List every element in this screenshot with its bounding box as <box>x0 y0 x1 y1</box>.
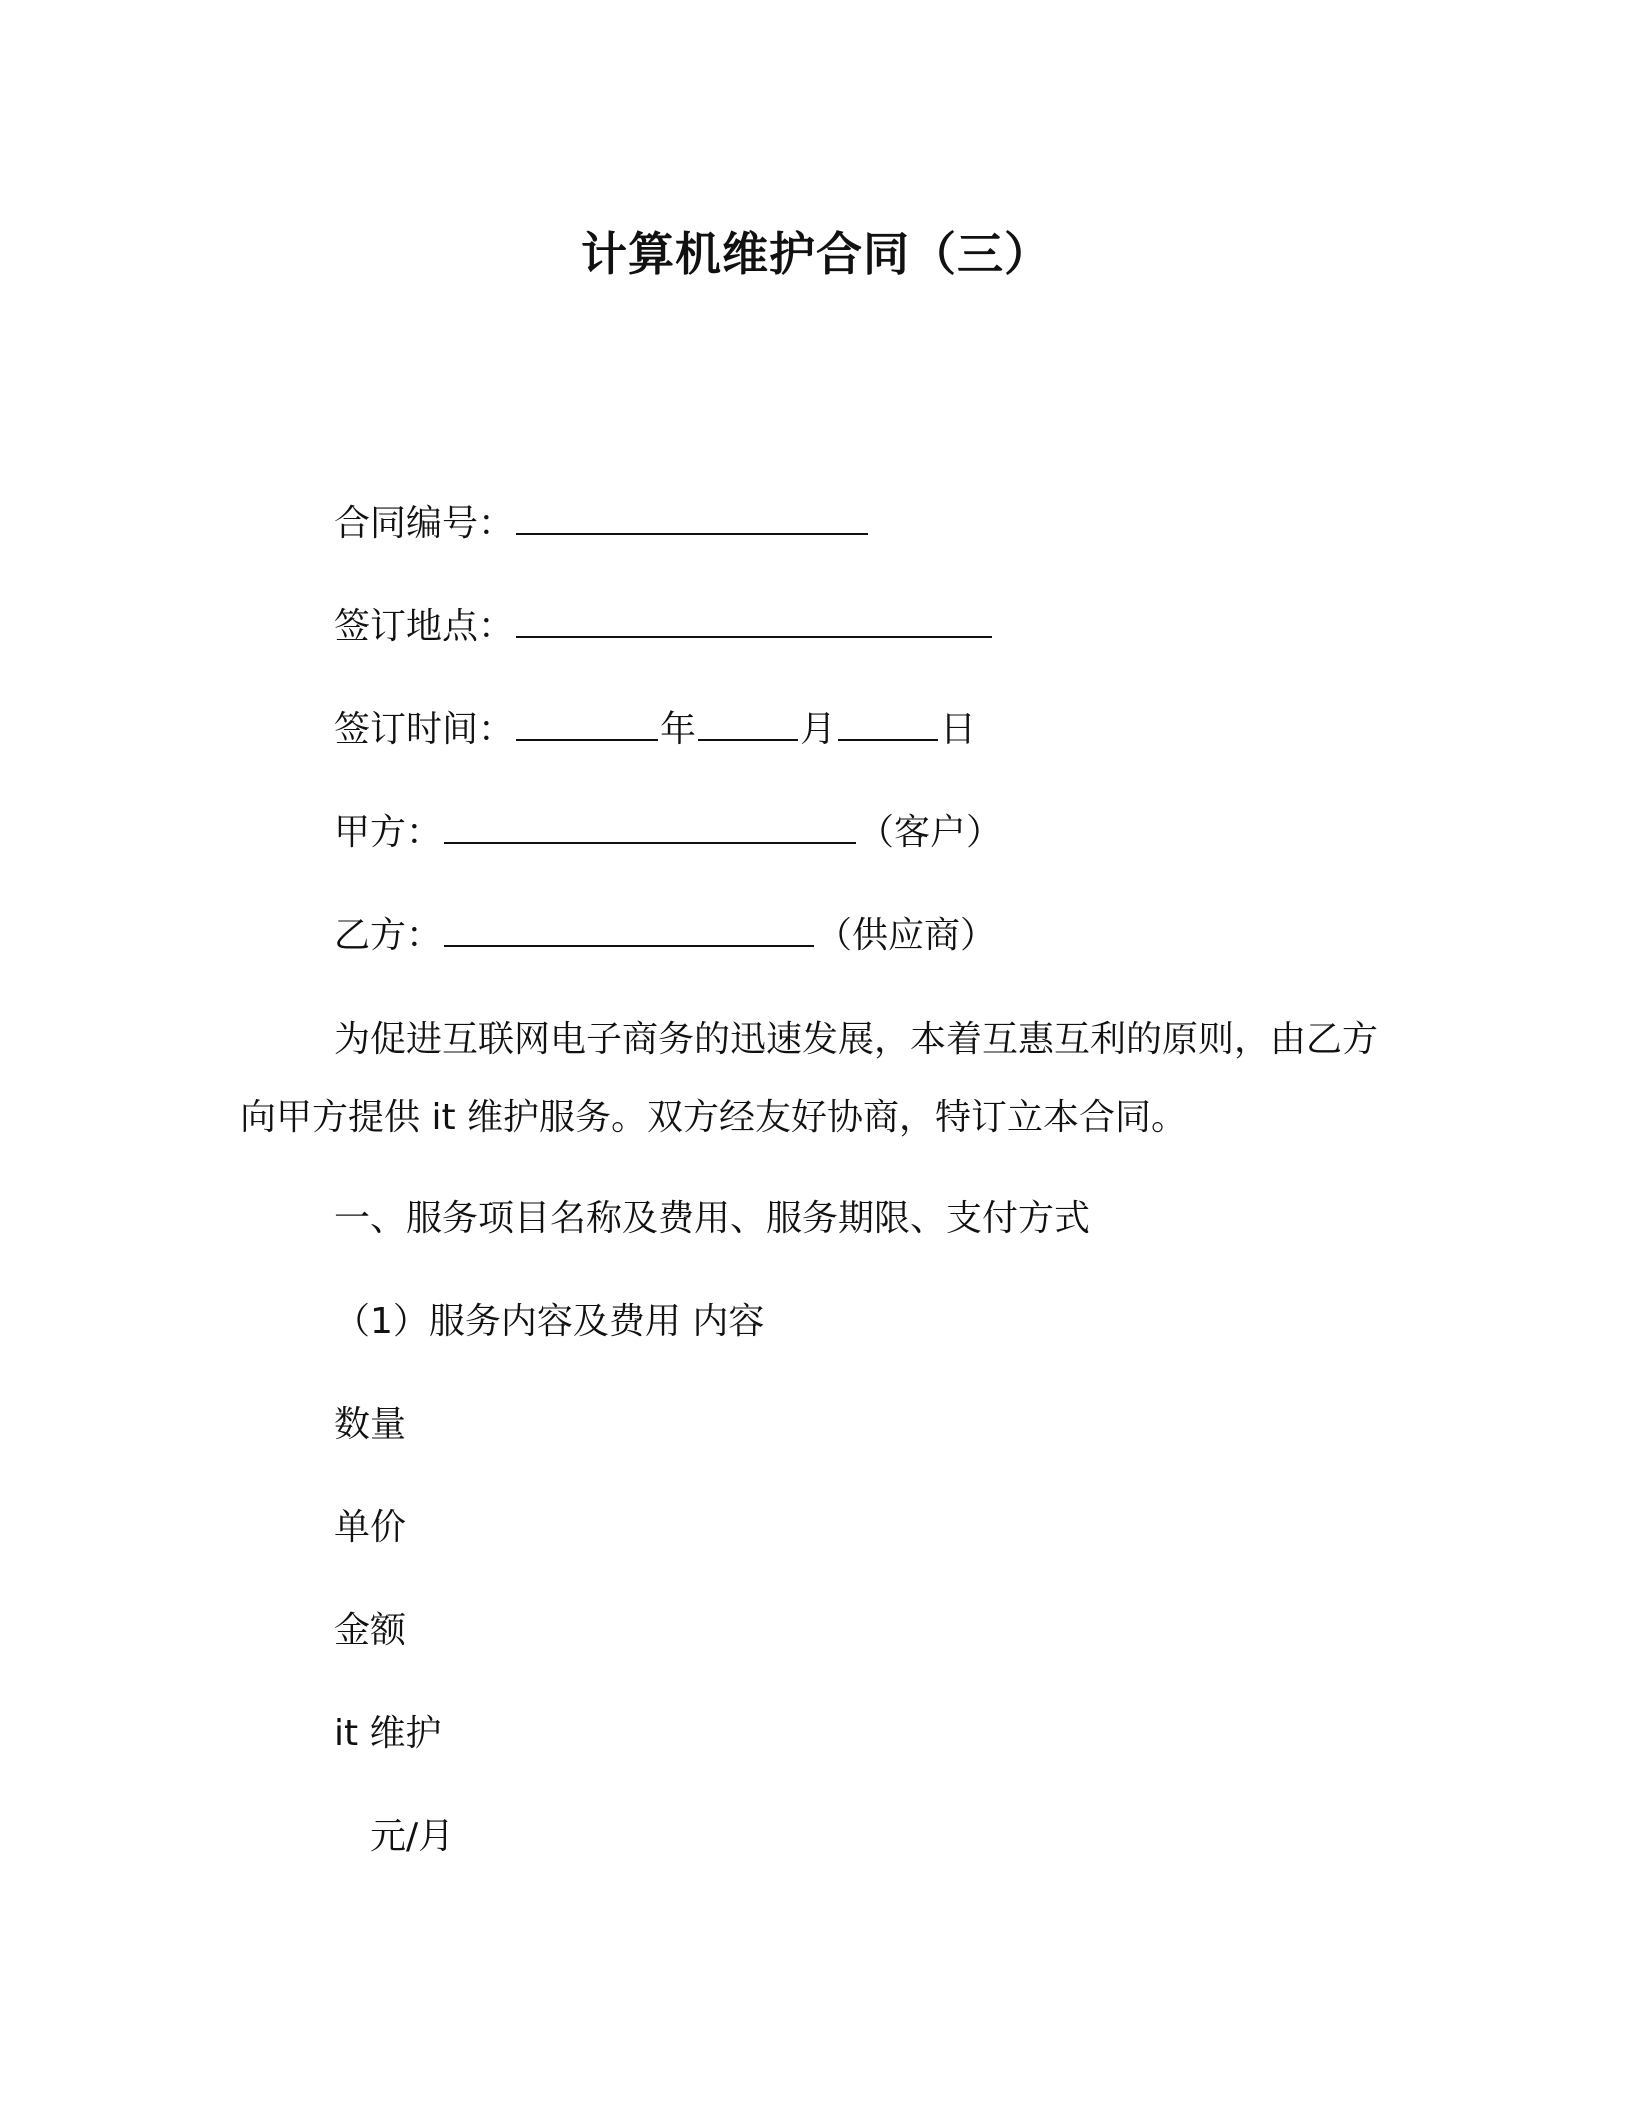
party-a-blank[interactable] <box>444 841 856 844</box>
signing-time-line <box>334 709 977 750</box>
item-it-maintenance: it 维护 <box>334 1713 442 1754</box>
party-b-suffix: （供应商） <box>816 915 997 956</box>
party-a-label: 甲方： <box>334 812 443 853</box>
document-title: 计算机维护合同（三） <box>581 227 1051 281</box>
item-amount: 金额 <box>334 1610 407 1651</box>
year-blank[interactable] <box>516 738 658 741</box>
year-label: 年 <box>660 709 697 750</box>
section-1-heading: 一、服务项目名称及费用、服务期限、支付方式 <box>334 1198 1091 1239</box>
item-per-month: 元/月 <box>370 1816 455 1857</box>
contract-number-blank[interactable] <box>516 532 868 535</box>
month-blank[interactable] <box>698 738 798 741</box>
contract-number-label: 合同编号： <box>334 503 515 544</box>
signing-place-blank[interactable] <box>516 635 992 638</box>
day-blank[interactable] <box>838 738 938 741</box>
signing-time-label: 签订时间： <box>334 709 515 750</box>
signing-place-label: 签订地点： <box>334 606 515 647</box>
party-b-line <box>334 915 997 956</box>
party-a-suffix: （客户） <box>858 812 1003 853</box>
party-a-line <box>334 812 1003 853</box>
month-label: 月 <box>800 709 837 750</box>
contract-number-line <box>334 503 870 544</box>
intro-paragraph: 为促进互联网电子商务的迅速发展，本着互惠互利的原则，由乙方向甲方提供 it 维护服务。双方经友好协商，特订立本合同。 <box>240 1019 1379 1138</box>
party-b-blank[interactable] <box>444 944 814 947</box>
item-unit-price: 单价 <box>334 1507 407 1548</box>
signing-place-line <box>334 606 994 647</box>
item-quantity: 数量 <box>334 1404 407 1445</box>
party-b-label: 乙方： <box>334 915 443 956</box>
day-label: 日 <box>940 709 977 750</box>
subsection-1-heading: （1）服务内容及费用 内容 <box>334 1301 765 1342</box>
